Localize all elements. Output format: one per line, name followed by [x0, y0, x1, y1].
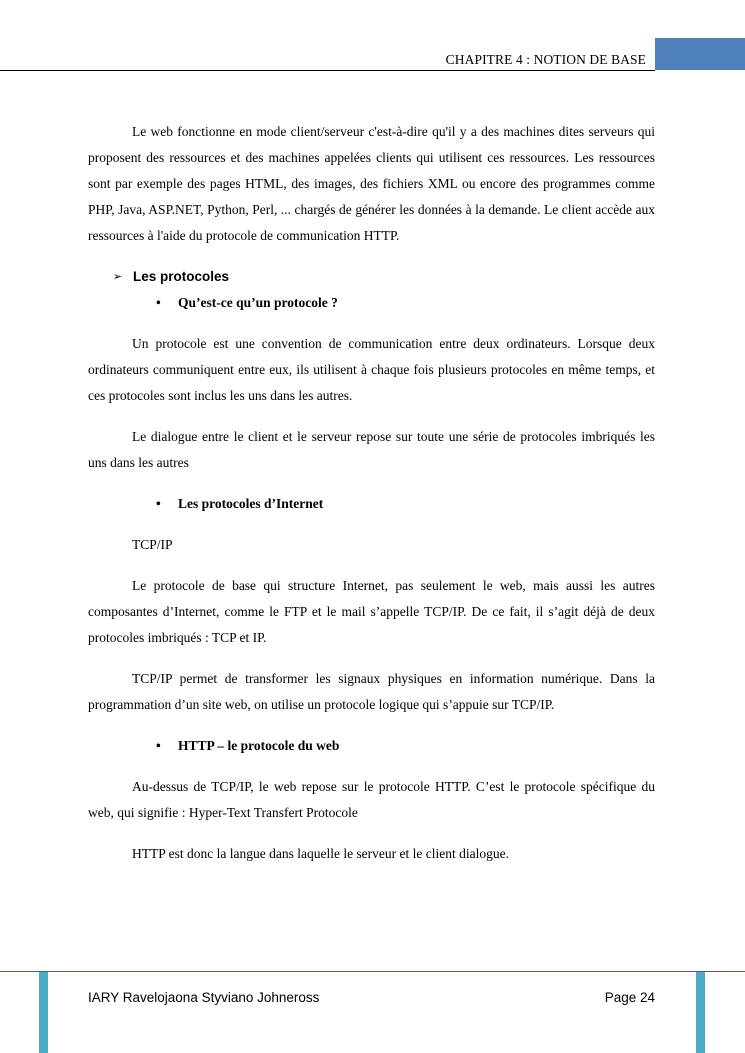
tcpip-transform-paragraph: TCP/IP permet de transformer les signaux physiques en information numérique. Dans la programmation d’un site web, on utilise un protocole logique qui s’appuie sur TCP/IP. [88, 671, 655, 712]
bullet-icon: • [156, 496, 161, 511]
bullet-icon: • [156, 295, 161, 310]
footer-author: IARY Ravelojaona Styviano Johneross [88, 990, 320, 1005]
footer-accent-bar-right [696, 972, 705, 1053]
dialogue-paragraph: Le dialogue entre le client et le serveur repose sur toute une série de protocoles imbriqués les uns dans les autres [88, 429, 655, 470]
intro-paragraph: Le web fonctionne en mode client/serveur c'est-à-dire qu'il y a des machines dites serveurs qui proposent des ressources et des machines appelées clients qui utilisent ces ressources. Les ressources sont par exemple des pages HTML, des images, des fichiers XML ou encore des programmes comme PHP, Java, ASP.NET, Python, Perl, ... chargés de générer les données à la demande. Le client accède aux ressources à l'aide du protocole de communication HTTP. [88, 124, 655, 243]
http-paragraph: Au-dessus de TCP/IP, le web repose sur le protocole HTTP. C’est le protocole spécifique du web, qui signifie : Hyper-Text Transfert Protocole [88, 779, 655, 820]
http-language-paragraph: HTTP est donc la langue dans laquelle le serveur et le client dialogue. [132, 846, 509, 861]
subheading-label: Les protocoles d’Internet [178, 496, 324, 511]
footer-rule [0, 971, 745, 972]
subheading-label: Qu’est-ce qu’un protocole ? [178, 295, 338, 310]
footer-accent-bar-left [39, 972, 48, 1053]
subheading-http [88, 733, 655, 759]
arrow-bullet-icon: ➢ [113, 270, 123, 283]
header-accent-block [655, 38, 745, 70]
page-content [88, 119, 655, 882]
bullet-icon: • [156, 738, 161, 753]
section-heading-label: Les protocoles [133, 269, 230, 284]
protocol-definition-paragraph: Un protocole est une convention de communication entre deux ordinateurs. Lorsque deux ordinateurs communiquent entre eux, ils utilisent à chaque fois plusieurs protocoles en même temps, et ces protocoles sont inclus les uns dans les autres. [88, 336, 655, 403]
subheading-internet-protocols [88, 491, 655, 517]
subheading-what-is-protocol [88, 290, 655, 316]
section-heading-protocoles [88, 264, 655, 290]
chapter-title: CHAPITRE 4 : NOTION DE BASE [445, 52, 646, 67]
tcpip-label: TCP/IP [132, 537, 173, 552]
header-rule [0, 70, 655, 71]
subheading-label: HTTP – le protocole du web [178, 738, 340, 753]
tcpip-base-paragraph: Le protocole de base qui structure Internet, pas seulement le web, mais aussi les autres composantes d’Internet, comme le FTP et le mail s’appelle TCP/IP. De ce fait, il s’agit déjà de deux protocoles imbriqués : TCP et IP. [88, 578, 655, 645]
footer-page-number: Page 24 [604, 990, 655, 1005]
